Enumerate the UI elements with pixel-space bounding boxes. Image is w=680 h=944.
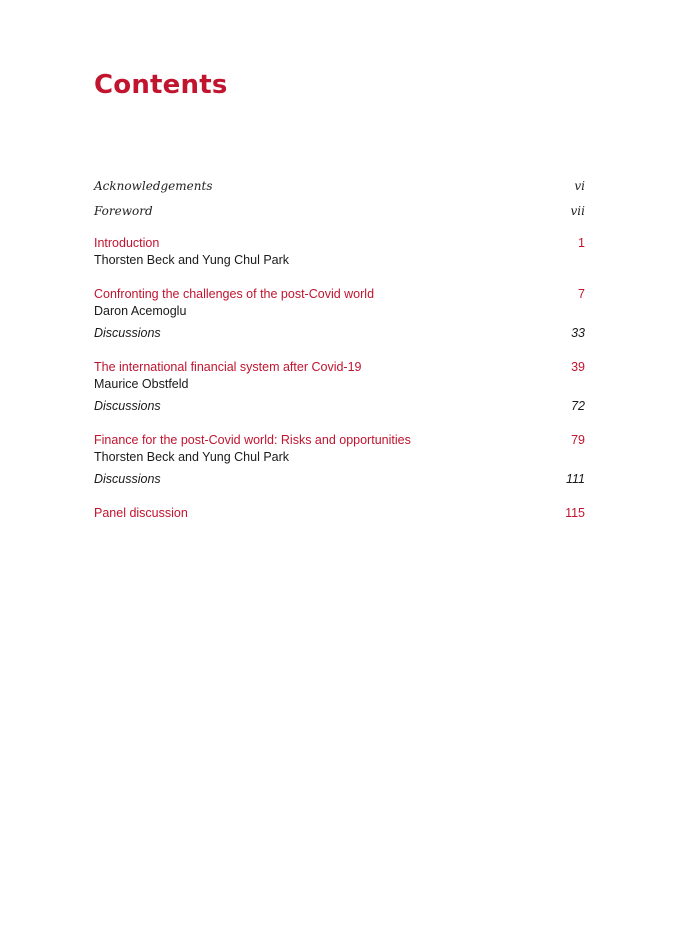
toc-discussion-page: 33 [571,326,585,340]
toc-chapter-title: Introduction [94,236,160,250]
page-title: Contents [94,70,228,100]
toc-chapter-author: Thorsten Beck and Yung Chul Park [94,253,290,267]
toc-chapter-challenges [94,285,585,342]
toc-chapter-finance [94,431,585,488]
toc-discussion-page: 72 [571,399,585,413]
toc-chapter-title: Finance for the post-Covid world: Risks and opportunities [94,433,411,447]
toc-entry-page: vii [570,204,585,218]
toc-discussion-row[interactable] [94,471,585,488]
toc-chapter-author: Thorsten Beck and Yung Chul Park [94,450,290,464]
toc-discussion-row[interactable] [94,325,585,342]
toc-chapter-title-row[interactable] [94,285,585,303]
toc-chapter-page: 115 [565,506,585,520]
toc-entry-label: Acknowledgements [94,179,213,193]
toc-chapter-title: Confronting the challenges of the post-Covid world [94,287,375,301]
toc-entry-page: vi [574,179,585,193]
toc-chapter-page: 7 [578,287,585,301]
table-of-contents [94,176,585,522]
toc-chapter-author: Maurice Obstfeld [94,377,189,391]
toc-chapter-panel [94,504,585,522]
toc-entry-label: Foreword [94,204,153,218]
toc-chapter-title-row[interactable] [94,504,585,522]
toc-chapter-page: 39 [571,360,585,374]
toc-discussion-page: 111 [565,472,585,486]
toc-discussion-label: Discussions [94,399,161,413]
toc-entry-acknowledgements[interactable] [94,176,585,201]
toc-discussion-label: Discussions [94,472,161,486]
toc-chapter-title: The international financial system after Covid-19 [94,360,362,374]
toc-chapter-title: Panel discussion [94,506,188,520]
toc-entry-foreword[interactable] [94,201,585,226]
toc-chapter-title-row[interactable] [94,358,585,376]
toc-discussion-label: Discussions [94,326,161,340]
toc-chapter-introduction [94,234,585,269]
toc-chapter-page: 79 [571,433,585,447]
toc-chapter-author: Daron Acemoglu [94,304,187,318]
toc-chapter-page: 1 [578,236,585,250]
toc-chapter-title-row[interactable] [94,431,585,449]
toc-discussion-row[interactable] [94,398,585,415]
toc-chapter-title-row[interactable] [94,234,585,252]
toc-chapter-financial-system [94,358,585,415]
